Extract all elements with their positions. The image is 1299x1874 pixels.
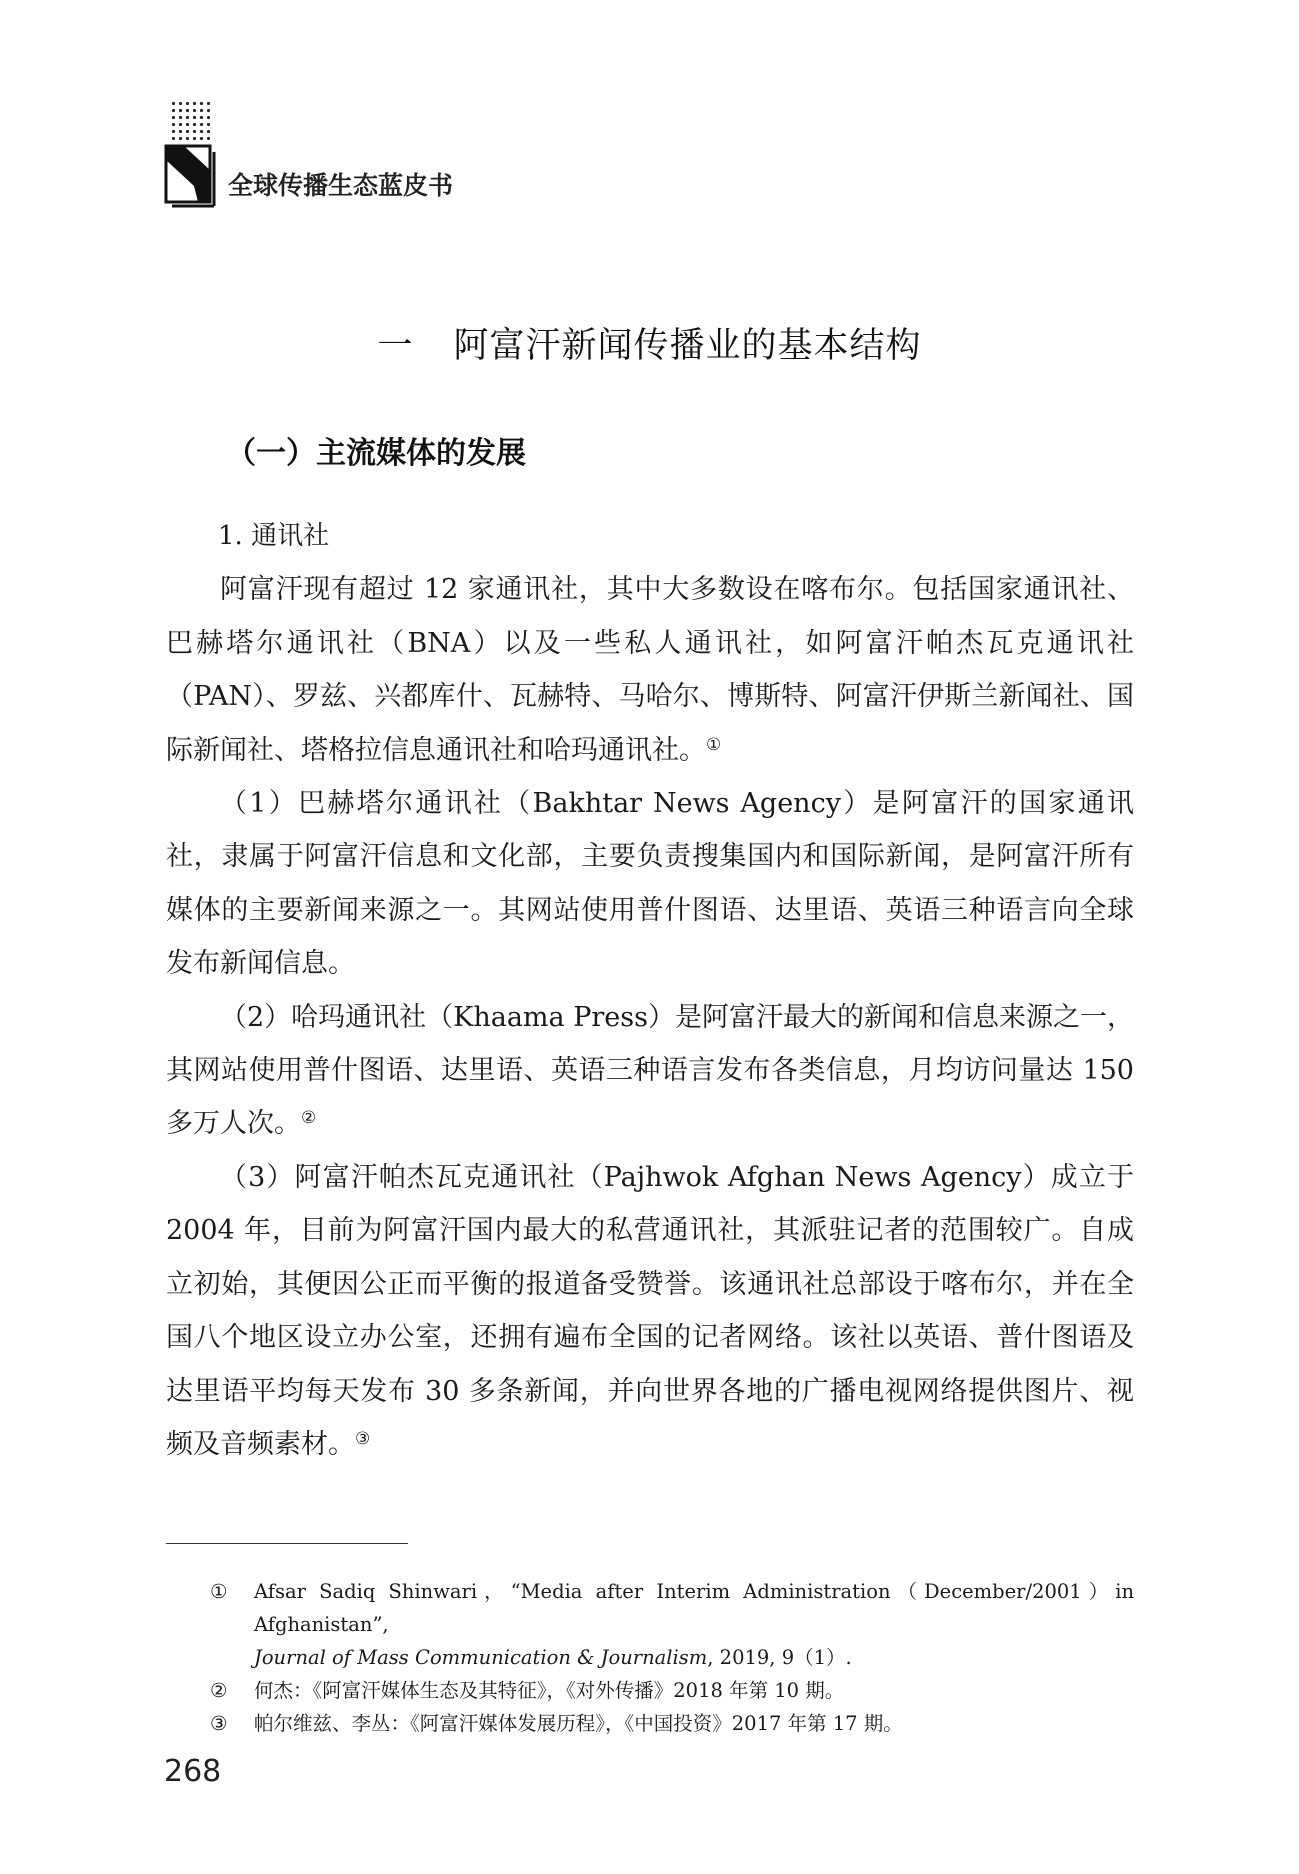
- footnote-1-line-1: Afsar Sadiq Shinwari，“Media after Interim Administration（December/2001）in Afghanistan”,: [254, 1580, 1134, 1636]
- series-title: 全球传播生态蓝皮书: [228, 171, 454, 200]
- footnotes: [210, 1575, 1134, 1740]
- page-number: 268: [164, 1754, 222, 1789]
- journal-title: Journal of Mass Communication & Journalism: [254, 1646, 708, 1669]
- footnote-1-line-2: [254, 1641, 1134, 1674]
- paragraph-1-text: 阿富汗现有超过 12 家通讯社，其中大多数设在喀布尔。包括国家通讯社、巴赫塔尔通讯社（BNA）以及一些私人通讯社，如阿富汗帕杰瓦克通讯社（PAN）、罗兹、兴都库什、瓦赫特、马哈尔、博斯特、阿富汗伊斯兰新闻社、国际新闻社、塔格拉信息通讯社和哈玛通讯社。: [166, 574, 1134, 766]
- footnote-mark: ③: [210, 1712, 228, 1735]
- paragraph-2: （1）巴赫塔尔通讯社（Bakhtar News Agency）是阿富汗的国家通讯社，隶属于阿富汗信息和文化部，主要负责搜集国内和国际新闻，是阿富汗所有媒体的主要新闻来源之一。其网站使用普什图语、达里语、英语三种语言向全球发布新闻信息。: [166, 788, 1134, 980]
- footnote-1: [210, 1575, 1134, 1674]
- footnote-ref-2[interactable]: ②: [301, 1108, 317, 1129]
- section-title-text: 阿富汗新闻传播业的基本结构: [453, 326, 922, 366]
- subsection-title: （一）主流媒体的发展: [226, 436, 526, 471]
- footnote-2: [210, 1674, 1134, 1707]
- footnote-ref-3[interactable]: ③: [355, 1428, 371, 1449]
- paragraph-4: [166, 1151, 1134, 1471]
- section-number: 一: [377, 326, 414, 366]
- footnote-ref-1[interactable]: ①: [706, 734, 722, 755]
- footnote-mark: ②: [210, 1679, 228, 1702]
- body-text: [166, 510, 1134, 1471]
- paragraph-4-text: （3）阿富汗帕杰瓦克通讯社（Pajhwok Afghan News Agency）成立于 2004 年，目前为阿富汗国内最大的私营通讯社，其派驻记者的范围较广。自成立初始，其便因公正而平衡的报道备受赞誉。该通讯社总部设于喀布尔，并在全国八个地区设立办公室，还拥有遍布全国的记者网络。该社以英语、普什图语及达里语平均每天发布 30 多条新闻，并向世界各地的广播电视网络提供图片、视频及音频素材。: [166, 1161, 1134, 1460]
- footnote-divider: [166, 1543, 408, 1544]
- footnote-3-text: 帕尔维兹、李丛：《阿富汗媒体发展历程》，《中国投资》2017 年第 17 期。: [254, 1712, 903, 1735]
- paragraph-1: [166, 563, 1134, 777]
- paragraph-3-text: （2）哈玛通讯社（Khaama Press）是阿富汗最大的新闻和信息来源之一，其网站使用普什图语、达里语、英语三种语言发布各类信息，月均访问量达 150 多万人次。: [166, 1001, 1134, 1140]
- paragraph-3: [166, 991, 1134, 1151]
- footnote-2-text: 何杰：《阿富汗媒体生态及其特征》，《对外传播》2018 年第 10 期。: [254, 1679, 845, 1702]
- item-label: 1. 通讯社: [218, 521, 330, 551]
- section-title: [0, 318, 1299, 368]
- dot-pattern-icon: [170, 100, 210, 144]
- footnote-mark: ①: [210, 1580, 228, 1603]
- journal-citation: , 2019, 9（1）.: [707, 1646, 852, 1669]
- book-pointer-icon: [164, 144, 216, 208]
- running-header: [164, 100, 664, 210]
- footnote-3: [210, 1707, 1134, 1740]
